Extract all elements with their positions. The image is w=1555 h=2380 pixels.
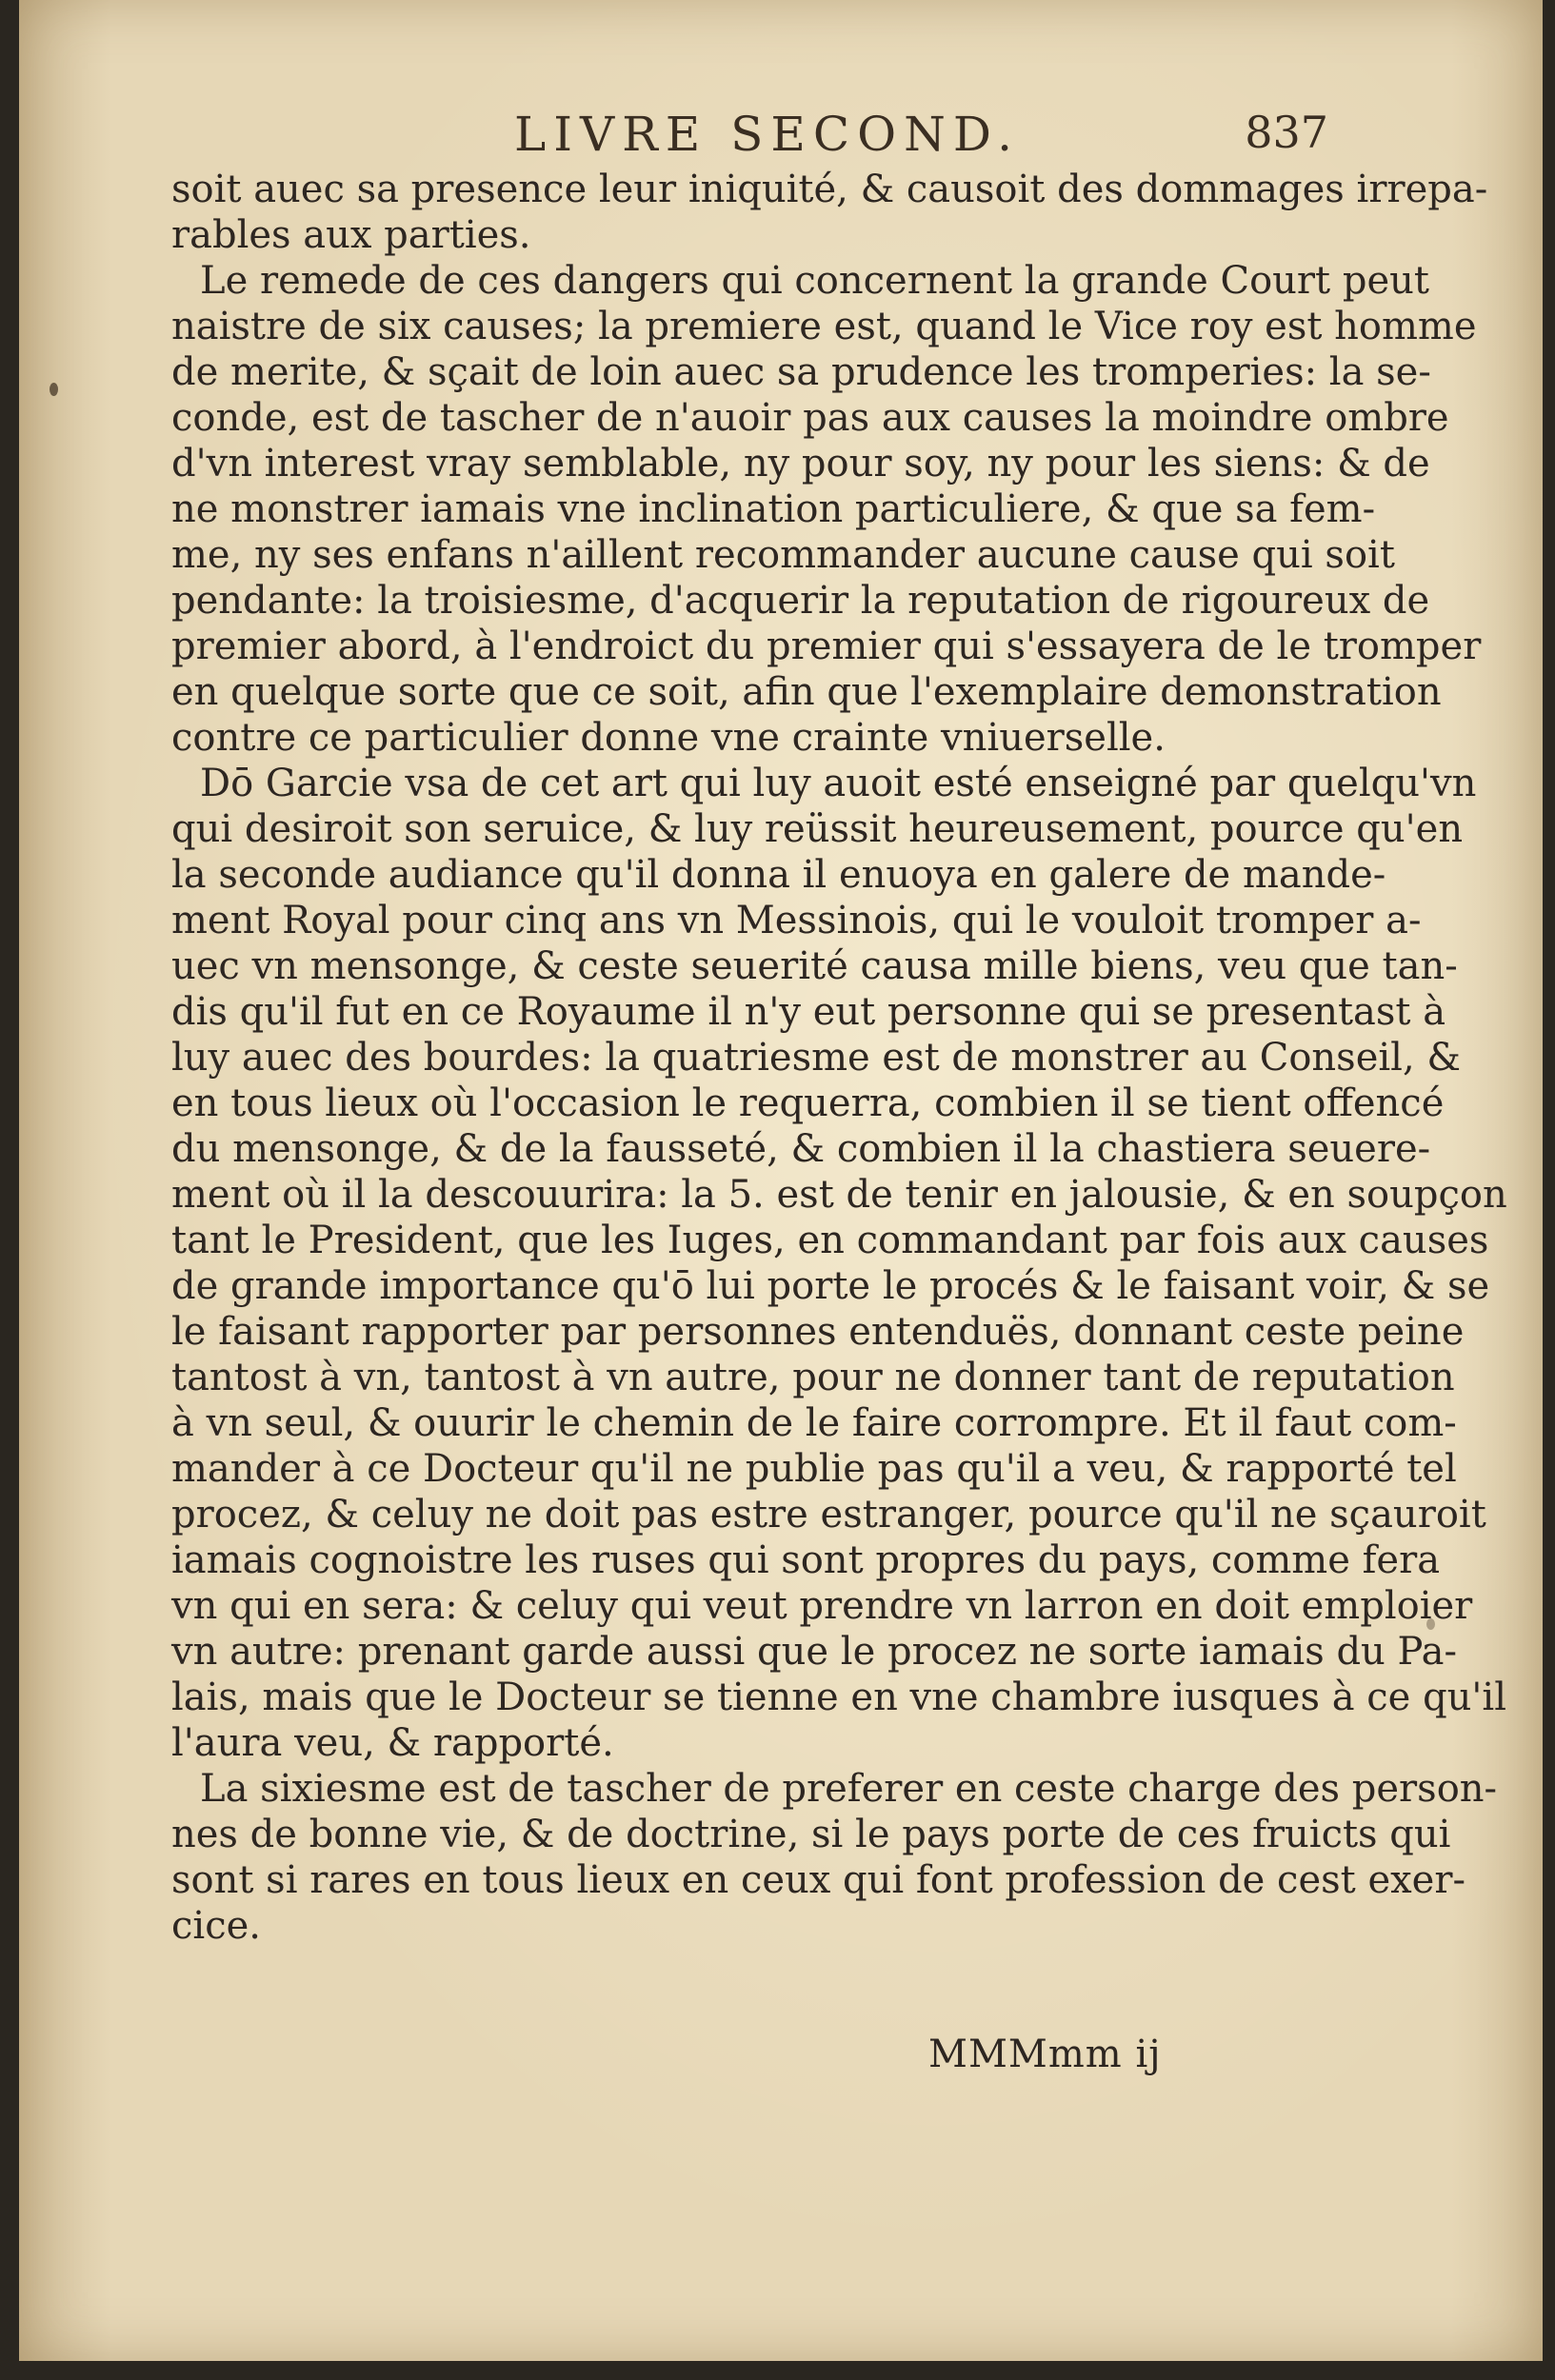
text-line: ne monstrer iamais vne inclination particuliere, & que sa fem- <box>171 487 1376 531</box>
text-line: ment où il la descouurira: la 5. est de tenir en jalousie, & en soupçon <box>171 1173 1507 1217</box>
text-line: vn qui en sera: & celuy qui veut prendre vn larron en doit emploier <box>171 1584 1473 1628</box>
text-line: le faisant rapporter par personnes entenduës, donnant ceste peine <box>171 1310 1465 1354</box>
text-line: l'aura veu, & rapporté. <box>171 1721 614 1765</box>
text-line: dis qu'il fut en ce Royaume il n'y eut personne qui se presentast à <box>171 990 1446 1034</box>
text-line: cice. <box>171 1904 261 1948</box>
text-line: qui desiroit son seruice, & luy reüssit heureusement, pource qu'en <box>171 807 1464 851</box>
text-line: mander à ce Docteur qu'il ne publie pas qu'il a veu, & rapporté tel <box>171 1447 1457 1491</box>
text-line: pendante: la troisiesme, d'acquerir la reputation de rigoureux de <box>171 579 1430 623</box>
ink-speck <box>50 383 58 396</box>
text-line: d'vn interest vray semblable, ny pour soy, ny pour les siens: & de <box>171 442 1430 486</box>
signature-mark: MMMmm ij <box>928 2033 1162 2076</box>
text-line: de grande importance qu'ō lui porte le procés & le faisant voir, & se <box>171 1264 1490 1308</box>
text-line: La sixiesme est de tascher de preferer en ceste charge des person- <box>200 1767 1498 1811</box>
text-line: en tous lieux où l'occasion le requerra, combien il se tient offencé <box>171 1081 1445 1125</box>
text-line: tant le President, que les Iuges, en commandant par fois aux causes <box>171 1219 1489 1262</box>
text-line: du mensonge, & de la fausseté, & combien il la chastiera seuere- <box>171 1127 1431 1171</box>
page-number: 837 <box>1245 107 1328 158</box>
text-line: à vn seul, & ouurir le chemin de le faire corrompre. Et il faut com- <box>171 1401 1457 1445</box>
text-line: en quelque sorte que ce soit, afin que l'exemplaire demonstration <box>171 670 1442 714</box>
ink-speck <box>1426 1618 1435 1630</box>
text-line: la seconde audiance qu'il donna il enuoya en galere de mande- <box>171 853 1386 897</box>
running-title: LIVRE SECOND. <box>514 107 1021 162</box>
text-line: naistre de six causes; la premiere est, quand le Vice roy est homme <box>171 305 1477 348</box>
text-line: conde, est de tascher de n'auoir pas aux causes la moindre ombre <box>171 396 1449 440</box>
text-line: procez, & celuy ne doit pas estre estranger, pource qu'il ne sçauroit <box>171 1493 1486 1537</box>
text-line: iamais cognoistre les ruses qui sont propres du pays, comme fera <box>171 1538 1441 1582</box>
text-line: me, ny ses enfans n'aillent recommander aucune cause qui soit <box>171 533 1395 577</box>
text-line: contre ce particulier donne vne crainte vniuerselle. <box>171 716 1166 760</box>
text-line: luy auec des bourdes: la quatriesme est de monstrer au Conseil, & <box>171 1036 1462 1080</box>
body-text <box>171 167 1507 1949</box>
text-line: ment Royal pour cinq ans vn Messinois, qui le vouloit tromper a- <box>171 899 1422 942</box>
text-line: Le remede de ces dangers qui concernent la grande Court peut <box>200 259 1429 303</box>
text-line: de merite, & sçait de loin auec sa prudence les tromperies: la se- <box>171 350 1431 394</box>
page-header <box>19 107 1543 164</box>
text-line: tantost à vn, tantost à vn autre, pour ne donner tant de reputation <box>171 1356 1455 1399</box>
text-line: vn autre: prenant garde aussi que le procez ne sorte iamais du Pa- <box>171 1630 1457 1674</box>
text-line: nes de bonne vie, & de doctrine, si le pays porte de ces fruicts qui <box>171 1813 1451 1856</box>
text-line: lais, mais que le Docteur se tienne en vne chambre iusques à ce qu'il <box>171 1676 1507 1719</box>
text-line: soit auec sa presence leur iniquité, & causoit des dommages irrepa- <box>171 168 1488 211</box>
text-line: rables aux parties. <box>171 213 531 257</box>
text-line: premier abord, à l'endroict du premier qui s'essayera de le tromper <box>171 625 1482 668</box>
text-line: sont si rares en tous lieux en ceux qui font profession de cest exer- <box>171 1858 1465 1902</box>
book-page <box>19 0 1543 2361</box>
text-line: Dō Garcie vsa de cet art qui luy auoit esté enseigné par quelqu'vn <box>200 762 1477 805</box>
text-line: uec vn mensonge, & ceste seuerité causa mille biens, veu que tan- <box>171 944 1458 988</box>
